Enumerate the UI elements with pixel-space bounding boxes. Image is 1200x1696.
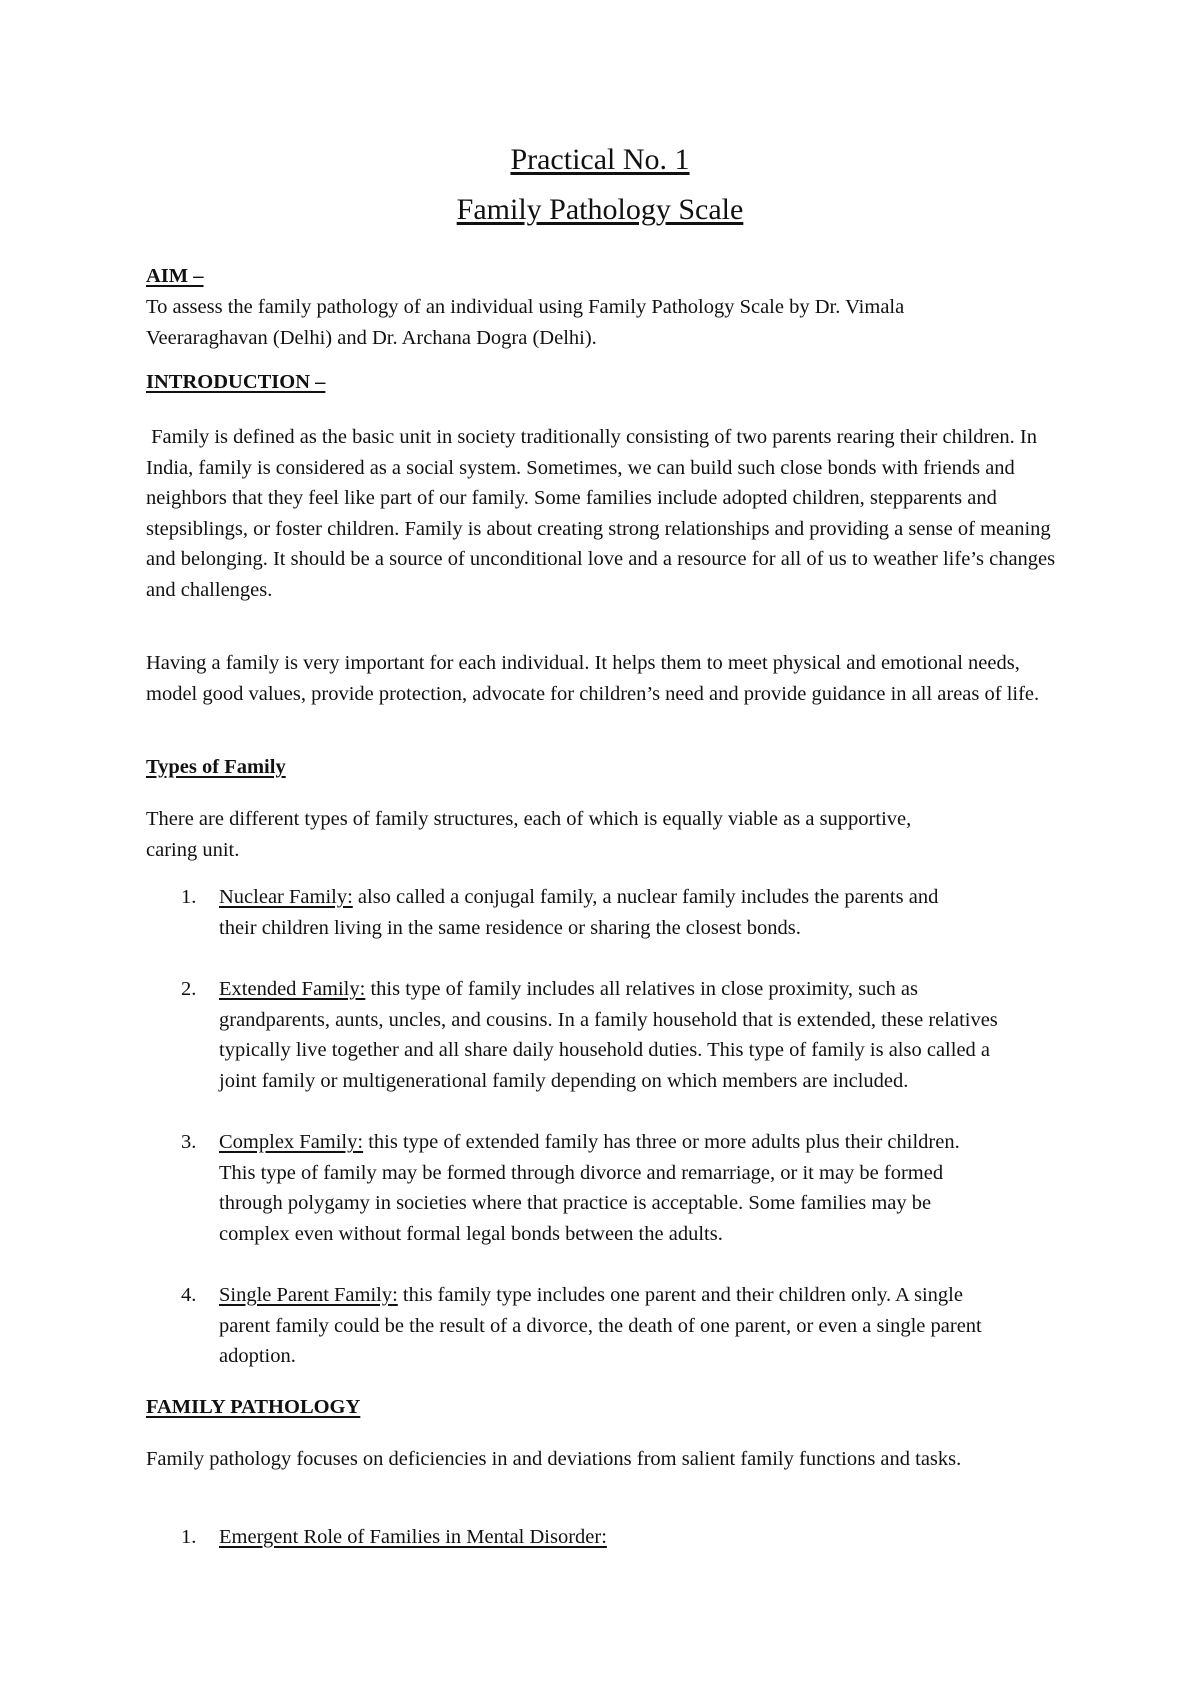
aim-text: To assess the family pathology of an individual using Family Pathology Scale by Dr. Vimala Veeraraghavan (Delhi) and Dr. Archana Dogra (Delhi).	[146, 296, 905, 349]
list-item-extended	[219, 974, 999, 1096]
scale-title: Family Pathology Scale	[456, 193, 744, 226]
list-item-single-parent	[219, 1280, 984, 1372]
list-item-nuclear	[219, 882, 969, 943]
list-item-number: 3.	[181, 1131, 197, 1153]
list-item-desc: this type of family includes all relatives in close proximity, such as grandparents, aunts, uncles, and cousins. In a family household that is extended, these relatives typically live together and all share daily household duties. This type of family is also called a joint family or multigenerational family depending on which members are included.	[219, 978, 998, 1092]
list-item-number: 2.	[181, 978, 197, 1000]
list-item-number: 4.	[181, 1284, 197, 1306]
types-heading: Types of Family	[146, 756, 286, 778]
list-item-term: Nuclear Family:	[219, 886, 353, 908]
list-item-term: Single Parent Family:	[219, 1284, 398, 1306]
aim-heading: AIM –	[146, 265, 204, 287]
list-item-desc: this type of extended family has three or more adults plus their children. This type of family may be formed through divorce and remarriage, or it may be formed through polygamy in societies where that practice is acceptable. Some families may be complex even without formal legal bonds between the adults.	[219, 1131, 960, 1245]
list-item-term: Emergent Role of Families in Mental Disorder:	[219, 1526, 607, 1548]
intro-paragraph-2: Having a family is very important for each individual. It helps them to meet physical and emotional needs, model good values, provide protection, advocate for children’s need and provide guidance in all areas of life.	[146, 652, 1040, 705]
list-item-number: 1.	[181, 1526, 197, 1548]
list-item-desc: also called a conjugal family, a nuclear family includes the parents and their children living in the same residence or sharing the closest bonds.	[219, 886, 939, 939]
family-pathology-heading: FAMILY PATHOLOGY	[146, 1396, 361, 1418]
list-item-term: Extended Family:	[219, 978, 366, 1000]
list-item-number: 1.	[181, 886, 197, 908]
list-item-desc: this family type includes one parent and their children only. A single parent family could be the result of a divorce, the death of one parent, or even a single parent adoption.	[219, 1284, 982, 1368]
practical-title: Practical No. 1	[510, 143, 690, 176]
intro-paragraph-1: Family is defined as the basic unit in society traditionally consisting of two parents rearing their children. In India, family is considered as a social system. Sometimes, we can build such close bonds with friends and neighbors that they feel like part of our family. Some families include adopted children, stepparents and stepsiblings, or foster children. Family is about creating strong relationships and providing a sense of meaning and belonging. It should be a source of unconditional love and a resource for all of us to weather life’s changes and challenges.	[146, 426, 1061, 601]
list-item-term: Complex Family:	[219, 1131, 364, 1153]
list-item-complex	[219, 1127, 984, 1249]
types-intro: There are different types of family structures, each of which is equally viable as a supportive, caring unit.	[146, 808, 912, 861]
list-item-emergent-role	[219, 1522, 999, 1553]
introduction-heading: INTRODUCTION –	[146, 371, 326, 393]
pathology-text: Family pathology focuses on deficiencies in and deviations from salient family functions and tasks.	[146, 1448, 962, 1470]
